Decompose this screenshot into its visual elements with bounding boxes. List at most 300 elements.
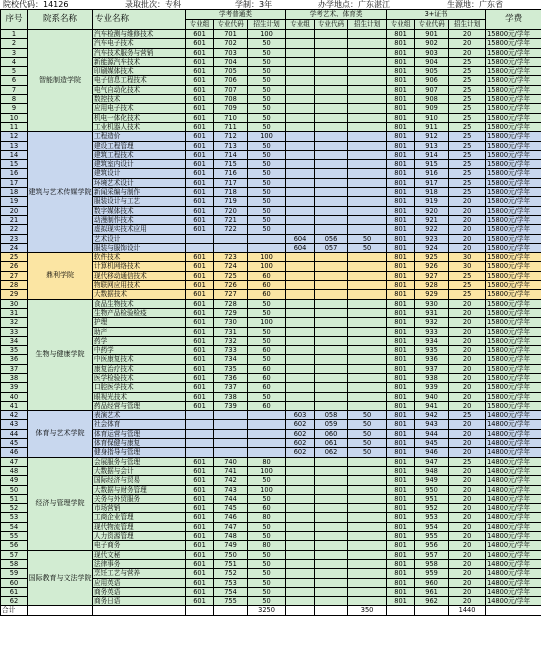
cell-seq: 3	[1, 48, 28, 57]
cell-g1-code: 743	[214, 485, 248, 494]
cell-g1-code: 725	[214, 271, 248, 280]
cell-g1-plan: 50	[248, 48, 286, 57]
cell-g2-code	[315, 541, 348, 550]
table-row	[1, 132, 541, 141]
cell-major: 虚拟现实技术应用	[93, 225, 186, 234]
cell-major: 工程造价	[93, 132, 186, 141]
cell-major: 法律事务	[93, 559, 186, 568]
cell-g3-plan: 20	[449, 587, 486, 596]
cell-g1-plan: 50	[248, 95, 286, 104]
cell-g3-group: 801	[387, 373, 415, 382]
cell-g1-code: 727	[214, 290, 248, 299]
cell-g2-plan	[348, 373, 387, 382]
cell-g2-plan	[348, 476, 387, 485]
cell-g2-code	[315, 141, 348, 150]
cell-major: 现代移动通信技术	[93, 271, 186, 280]
cell-g1-plan: 50	[248, 113, 286, 122]
cell-g1-plan: 50	[248, 67, 286, 76]
cell-g3-code: 909	[415, 104, 449, 113]
cell-g2-plan	[348, 392, 387, 401]
cell-g1-group: 601	[186, 178, 214, 187]
cell-g3-group: 801	[387, 206, 415, 215]
cell-g1-plan: 60	[248, 504, 286, 513]
cell-major: 商务英语	[93, 587, 186, 596]
cell-fee: 15800元/学年	[486, 383, 541, 392]
cell-g3-code: 952	[415, 504, 449, 513]
cell-g2-plan	[348, 67, 387, 76]
cell-g3-plan: 20	[449, 476, 486, 485]
cell-g2-plan	[348, 271, 387, 280]
cell-g3-group: 801	[387, 225, 415, 234]
cell-g3-plan: 25	[449, 160, 486, 169]
cell-g1-plan: 50	[248, 532, 286, 541]
cell-g1-group: 601	[186, 290, 214, 299]
cell-g1-code: 711	[214, 122, 248, 131]
cell-g2-plan	[348, 559, 387, 568]
cell-g3-code: 940	[415, 392, 449, 401]
cell-g2-group	[286, 271, 315, 280]
cell-g1-code: 708	[214, 95, 248, 104]
cell-g2-code	[315, 188, 348, 197]
cell-g2-group	[286, 466, 315, 475]
cell-g2-code: 060	[315, 429, 348, 438]
cell-g3-plan: 20	[449, 429, 486, 438]
cell-seq: 36	[1, 355, 28, 364]
cell-g2-code	[315, 597, 348, 606]
cell-g3-plan: 25	[449, 104, 486, 113]
cell-fee: 15800元/学年	[486, 346, 541, 355]
cell-g1-group: 601	[186, 504, 214, 513]
cell-g3-group: 801	[387, 522, 415, 531]
college-name: 智能制造学院	[28, 30, 93, 132]
cell-g1-code: 741	[214, 466, 248, 475]
cell-fee: 14800元/学年	[486, 532, 541, 541]
cell-g2-code	[315, 392, 348, 401]
cell-g1-code: 722	[214, 225, 248, 234]
cell-seq: 29	[1, 290, 28, 299]
cell-g3-plan: 20	[449, 466, 486, 475]
cell-g3-plan: 25	[449, 76, 486, 85]
cell-g1-code: 754	[214, 587, 248, 596]
cell-g1-plan: 50	[248, 215, 286, 224]
cell-g2-group	[286, 253, 315, 262]
cell-g3-group: 801	[387, 587, 415, 596]
cell-major: 现代物流管理	[93, 522, 186, 531]
header-fee: 学费	[486, 10, 541, 30]
cell-major: 服装设计与工艺	[93, 197, 186, 206]
cell-major: 软件技术	[93, 253, 186, 262]
cell-g3-plan: 20	[449, 225, 486, 234]
cell-major: 护理	[93, 318, 186, 327]
cell-g3-group: 801	[387, 476, 415, 485]
cell-g1-group: 601	[186, 95, 214, 104]
cell-g2-plan	[348, 541, 387, 550]
cell-g1-group	[186, 243, 214, 252]
cell-g1-group: 601	[186, 401, 214, 410]
cell-g3-plan: 20	[449, 243, 486, 252]
cell-g3-group: 801	[387, 262, 415, 271]
cell-g2-code	[315, 150, 348, 159]
cell-g2-group	[286, 262, 315, 271]
cell-g1-code: 742	[214, 476, 248, 485]
cell-g3-code: 935	[415, 346, 449, 355]
cell-g3-code: 962	[415, 597, 449, 606]
cell-fee: 14800元/学年	[486, 439, 541, 448]
cell-g1-plan: 50	[248, 355, 286, 364]
header-seq: 序号	[1, 10, 28, 30]
cell-g2-plan: 50	[348, 448, 387, 457]
cell-g3-code: 914	[415, 150, 449, 159]
cell-major: 汽车技术服务与营销	[93, 48, 186, 57]
cell-g1-code: 747	[214, 522, 248, 531]
cell-major: 艺术设计	[93, 234, 186, 243]
cell-g2-plan: 50	[348, 439, 387, 448]
cell-g2-group	[286, 364, 315, 373]
cell-g2-code	[315, 494, 348, 503]
cell-g2-group	[286, 336, 315, 345]
cell-g1-plan: 50	[248, 597, 286, 606]
cell-g3-plan: 20	[449, 336, 486, 345]
cell-g3-code: 934	[415, 336, 449, 345]
cell-fee: 15800元/学年	[486, 197, 541, 206]
cell-fee: 14800元/学年	[486, 569, 541, 578]
cell-g1-code: 718	[214, 188, 248, 197]
cell-g1-plan: 50	[248, 225, 286, 234]
cell-major: 新能源汽车技术	[93, 57, 186, 66]
cell-seq: 24	[1, 243, 28, 252]
cell-g1-plan	[248, 234, 286, 243]
cell-g3-group: 801	[387, 411, 415, 420]
cell-fee: 14800元/学年	[486, 466, 541, 475]
cell-major: 工业机器人技术	[93, 122, 186, 131]
cell-g3-plan: 20	[449, 597, 486, 606]
cell-g1-group: 601	[186, 578, 214, 587]
header-g3-plan: 招生计划	[449, 20, 486, 30]
cell-g2-plan	[348, 494, 387, 503]
cell-g3-plan: 25	[449, 141, 486, 150]
cell-g3-group: 801	[387, 578, 415, 587]
cell-g1-code: 730	[214, 318, 248, 327]
cell-g3-code: 911	[415, 122, 449, 131]
cell-g1-plan	[248, 243, 286, 252]
cell-fee: 14800元/学年	[486, 513, 541, 522]
cell-g3-plan: 25	[449, 188, 486, 197]
cell-g1-plan: 50	[248, 197, 286, 206]
cell-g1-code: 726	[214, 281, 248, 290]
cell-major: 应用电子技术	[93, 104, 186, 113]
cell-seq: 26	[1, 262, 28, 271]
cell-g1-code: 746	[214, 513, 248, 522]
cell-g1-plan: 50	[248, 206, 286, 215]
cell-g1-group: 601	[186, 215, 214, 224]
cell-g3-code: 957	[415, 550, 449, 559]
cell-major: 数控技术	[93, 95, 186, 104]
cell-fee: 14800元/学年	[486, 429, 541, 438]
cell-g3-group: 801	[387, 197, 415, 206]
cell-fee: 14800元/学年	[486, 597, 541, 606]
total-certificate-plan: 1440	[449, 606, 486, 616]
cell-major: 市场营销	[93, 504, 186, 513]
cell-major: 现代文秘	[93, 550, 186, 559]
cell-g1-group	[186, 420, 214, 429]
cell-g3-code: 950	[415, 485, 449, 494]
cell-fee: 14800元/学年	[486, 411, 541, 420]
cell-g3-code: 945	[415, 439, 449, 448]
cell-g2-plan	[348, 150, 387, 159]
cell-g3-plan: 20	[449, 39, 486, 48]
cell-seq: 30	[1, 299, 28, 308]
cell-g3-plan: 25	[449, 67, 486, 76]
cell-g2-group	[286, 30, 315, 39]
cell-g2-plan	[348, 262, 387, 271]
cell-g3-code: 912	[415, 132, 449, 141]
cell-g2-group	[286, 76, 315, 85]
cell-g1-plan: 100	[248, 132, 286, 141]
cell-g2-code	[315, 522, 348, 531]
cell-major: 物联网应用技术	[93, 281, 186, 290]
cell-g1-plan: 60	[248, 364, 286, 373]
cell-g1-plan: 80	[248, 541, 286, 550]
cell-g1-code: 749	[214, 541, 248, 550]
cell-g3-code: 926	[415, 262, 449, 271]
cell-g2-group: 602	[286, 429, 315, 438]
cell-fee: 14800元/学年	[486, 494, 541, 503]
cell-g3-plan: 25	[449, 169, 486, 178]
cell-g1-group: 601	[186, 550, 214, 559]
cell-g1-plan: 80	[248, 513, 286, 522]
cell-g2-group	[286, 67, 315, 76]
cell-g3-code: 932	[415, 318, 449, 327]
cell-g3-plan: 25	[449, 132, 486, 141]
cell-fee: 14800元/学年	[486, 541, 541, 550]
cell-fee: 14800元/学年	[486, 457, 541, 466]
cell-g3-group: 801	[387, 160, 415, 169]
cell-g3-code: 902	[415, 39, 449, 48]
cell-seq: 40	[1, 392, 28, 401]
cell-major: 助产	[93, 327, 186, 336]
cell-g2-code	[315, 587, 348, 596]
cell-seq: 54	[1, 522, 28, 531]
cell-g1-code: 702	[214, 39, 248, 48]
cell-g3-code: 903	[415, 48, 449, 57]
cell-g3-group: 801	[387, 457, 415, 466]
cell-g3-plan: 20	[449, 318, 486, 327]
cell-g3-code: 956	[415, 541, 449, 550]
cell-g3-code: 942	[415, 411, 449, 420]
cell-g2-group	[286, 550, 315, 559]
cell-fee: 15800元/学年	[486, 262, 541, 271]
cell-g3-plan: 25	[449, 85, 486, 94]
cell-fee: 15800元/学年	[486, 104, 541, 113]
cell-g2-group	[286, 346, 315, 355]
cell-g1-plan: 100	[248, 318, 286, 327]
cell-g3-code: 927	[415, 271, 449, 280]
cell-g3-code: 943	[415, 420, 449, 429]
cell-g2-code: 057	[315, 243, 348, 252]
cell-g3-group: 801	[387, 532, 415, 541]
cell-g2-plan	[348, 225, 387, 234]
cell-g3-code: 901	[415, 30, 449, 39]
cell-g2-group	[286, 225, 315, 234]
cell-fee: 15800元/学年	[486, 30, 541, 39]
cell-seq: 6	[1, 76, 28, 85]
cell-g1-group	[186, 439, 214, 448]
cell-g1-plan: 50	[248, 578, 286, 587]
cell-fee: 15800元/学年	[486, 160, 541, 169]
cell-seq: 1	[1, 30, 28, 39]
cell-g2-code	[315, 30, 348, 39]
cell-g3-group: 801	[387, 466, 415, 475]
table-row	[1, 253, 541, 262]
cell-g2-code	[315, 504, 348, 513]
cell-g3-group: 801	[387, 569, 415, 578]
cell-g2-code	[315, 346, 348, 355]
cell-g3-code: 948	[415, 466, 449, 475]
cell-g3-plan: 20	[449, 522, 486, 531]
cell-g3-group: 801	[387, 494, 415, 503]
cell-g1-plan: 50	[248, 299, 286, 308]
cell-g3-plan: 30	[449, 253, 486, 262]
cell-g1-code: 748	[214, 532, 248, 541]
cell-fee: 15800元/学年	[486, 95, 541, 104]
cell-fee: 15800元/学年	[486, 141, 541, 150]
cell-g3-code: 919	[415, 197, 449, 206]
cell-g3-plan: 20	[449, 373, 486, 382]
cell-g1-plan: 50	[248, 494, 286, 503]
cell-g1-group: 601	[186, 271, 214, 280]
cell-g1-code: 721	[214, 215, 248, 224]
cell-seq: 39	[1, 383, 28, 392]
cell-g2-plan	[348, 113, 387, 122]
cell-g1-code: 724	[214, 262, 248, 271]
header-g2-plan: 招生计划	[348, 20, 387, 30]
cell-fee: 15800元/学年	[486, 271, 541, 280]
cell-g2-code	[315, 299, 348, 308]
cell-g3-group: 801	[387, 113, 415, 122]
header-g2-group: 专业组	[286, 20, 315, 30]
cell-g3-code: 907	[415, 85, 449, 94]
cell-seq: 47	[1, 457, 28, 466]
cell-g1-plan: 100	[248, 485, 286, 494]
cell-g1-plan: 50	[248, 39, 286, 48]
cell-g2-code	[315, 355, 348, 364]
cell-g2-code	[315, 122, 348, 131]
cell-g3-group: 801	[387, 485, 415, 494]
cell-g2-group	[286, 197, 315, 206]
cell-seq: 22	[1, 225, 28, 234]
cell-g3-group: 801	[387, 336, 415, 345]
cell-seq: 57	[1, 550, 28, 559]
cell-g2-plan	[348, 569, 387, 578]
cell-g3-group: 801	[387, 439, 415, 448]
cell-g3-plan: 20	[449, 578, 486, 587]
cell-seq: 62	[1, 597, 28, 606]
cell-g2-code	[315, 67, 348, 76]
cell-g2-group	[286, 122, 315, 131]
cell-g2-code	[315, 578, 348, 587]
cell-seq: 7	[1, 85, 28, 94]
cell-g2-plan	[348, 364, 387, 373]
cell-g3-plan: 20	[449, 327, 486, 336]
cell-g1-group: 601	[186, 141, 214, 150]
cell-g3-plan: 20	[449, 541, 486, 550]
cell-g3-code: 959	[415, 569, 449, 578]
cell-g3-plan: 20	[449, 494, 486, 503]
cell-g1-group: 601	[186, 373, 214, 382]
total-arts-plan: 350	[348, 606, 387, 616]
cell-g3-plan: 20	[449, 234, 486, 243]
cell-g1-group: 601	[186, 225, 214, 234]
cell-g3-plan: 20	[449, 355, 486, 364]
cell-g1-group: 601	[186, 85, 214, 94]
cell-seq: 46	[1, 448, 28, 457]
cell-g3-code: 953	[415, 513, 449, 522]
cell-major: 建筑设计	[93, 169, 186, 178]
cell-g3-plan: 20	[449, 346, 486, 355]
cell-g1-plan: 50	[248, 188, 286, 197]
cell-seq: 37	[1, 364, 28, 373]
cell-g2-group	[286, 383, 315, 392]
cell-g3-plan: 20	[449, 401, 486, 410]
cell-seq: 10	[1, 113, 28, 122]
cell-major: 汽车检测与维修技术	[93, 30, 186, 39]
cell-major: 商务日语	[93, 597, 186, 606]
cell-major: 食品生物技术	[93, 299, 186, 308]
cell-g3-group: 801	[387, 30, 415, 39]
cell-seq: 27	[1, 271, 28, 280]
cell-g3-code: 918	[415, 188, 449, 197]
cell-g2-plan	[348, 290, 387, 299]
cell-g1-code: 720	[214, 206, 248, 215]
cell-g1-code: 714	[214, 150, 248, 159]
cell-g2-code	[315, 318, 348, 327]
cell-g2-plan	[348, 336, 387, 345]
cell-g2-code	[315, 76, 348, 85]
cell-g3-plan: 20	[449, 559, 486, 568]
college-name: 鼎利学院	[28, 253, 93, 299]
cell-major: 中医康复技术	[93, 355, 186, 364]
cell-seq: 53	[1, 513, 28, 522]
cell-g1-code: 744	[214, 494, 248, 503]
cell-g2-plan	[348, 169, 387, 178]
cell-g2-group	[286, 494, 315, 503]
cell-g2-group	[286, 281, 315, 290]
cell-g1-plan: 100	[248, 253, 286, 262]
cell-fee: 15800元/学年	[486, 113, 541, 122]
cell-g3-code: 924	[415, 243, 449, 252]
cell-major: 体育保健与康复	[93, 439, 186, 448]
cell-g1-code: 707	[214, 85, 248, 94]
cell-g1-group: 601	[186, 476, 214, 485]
cell-fee: 15800元/学年	[486, 57, 541, 66]
cell-fee: 14800元/学年	[486, 578, 541, 587]
cell-g2-group	[286, 476, 315, 485]
cell-seq: 60	[1, 578, 28, 587]
cell-g2-code	[315, 113, 348, 122]
cell-g1-plan: 50	[248, 178, 286, 187]
header-g3-group: 专业组	[387, 20, 415, 30]
cell-g3-code: 960	[415, 578, 449, 587]
cell-g2-group	[286, 104, 315, 113]
cell-g3-plan: 25	[449, 457, 486, 466]
cell-g3-group: 801	[387, 346, 415, 355]
cell-g3-group: 801	[387, 76, 415, 85]
cell-g3-group: 801	[387, 429, 415, 438]
cell-fee: 14800元/学年	[486, 448, 541, 457]
cell-g3-code: 931	[415, 308, 449, 317]
cell-g3-group: 801	[387, 448, 415, 457]
cell-major: 医学检验技术	[93, 373, 186, 382]
